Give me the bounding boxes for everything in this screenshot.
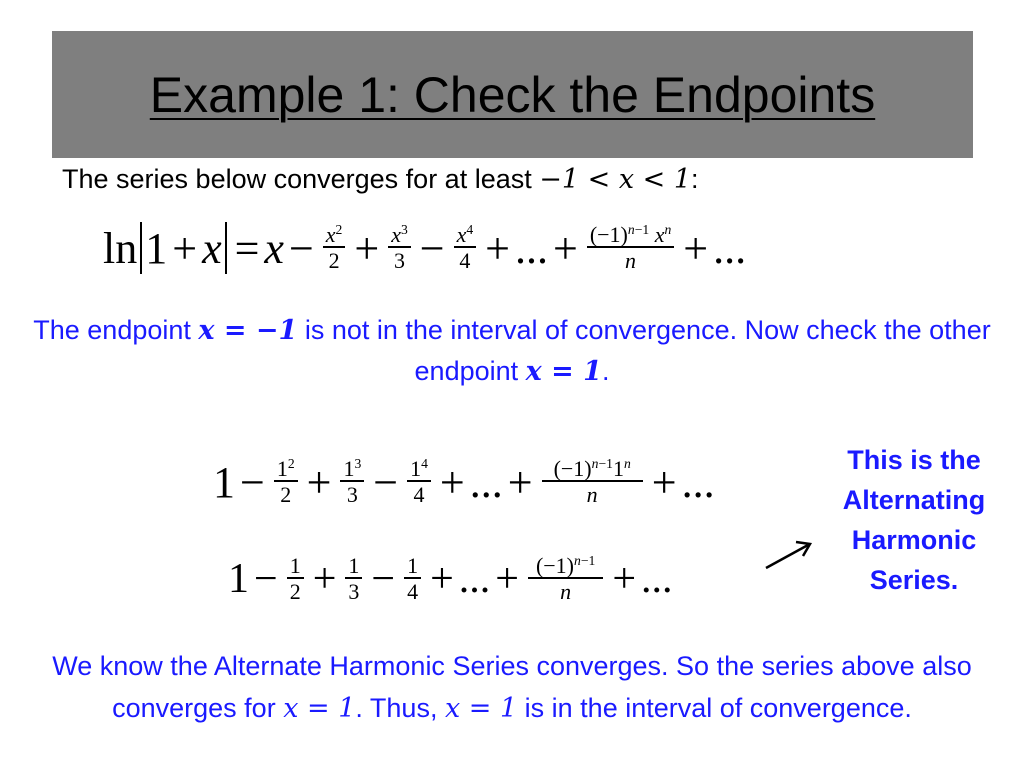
endpoint-text-1: The endpoint [33,315,199,345]
intro-inequality: −1 < x < 1 [539,164,692,195]
formula-main: ln 1 + x = x − $\frac{x^2}{2}$ + $\frac{x^3}{3}$ − $\frac{x^4}{4}$ + ... + $\frac{(-1)^{n-1} x^n}{n}$ + ... [103,221,747,273]
intro-label: The series below converges for at least [62,164,540,194]
title-bar [52,31,973,158]
endpoint-text-2: is not in the interval of convergence. Now check the other endpoint [297,315,991,386]
endpoint-note [20,310,1004,392]
endpoint-math-2: x = 1 [525,356,602,387]
formula-substituted: 1 − $\frac{1^2}{2}$ + $\frac{1^3}{3}$ − $\frac{1^4}{4}$ + ... + $\frac{(-1)^{n-1}1^n}{n}$ + ... [213,455,715,507]
conclusion-text-2: . Thus, [355,693,445,723]
formula-simplified: 1 − $\frac{1}{2}$ + $\frac{1}{3}$ − $\frac{1}{4}$ + ... + $\frac{(-1)^{n-1}}{n}$ + ... [228,552,673,604]
conclusion-text-3: is in the interval of convergence. [517,693,912,723]
intro-suffix: : [691,164,699,194]
endpoint-text-3: . [601,356,610,386]
arrow-icon [760,535,820,575]
conclusion-math-2: x = 1 [444,693,518,724]
conclusion [10,645,1014,730]
conclusion-text-1: We know the Alternate Harmonic Series converges. So the series above also converges for [52,651,972,723]
side-note: This is the Alternating Harmonic Series. [842,445,986,595]
conclusion-math-1: x = 1 [283,693,356,724]
endpoint-math-1: x = −1 [198,315,298,346]
intro-text [62,164,699,195]
slide-title: Example 1: Check the Endpoints [149,66,876,123]
